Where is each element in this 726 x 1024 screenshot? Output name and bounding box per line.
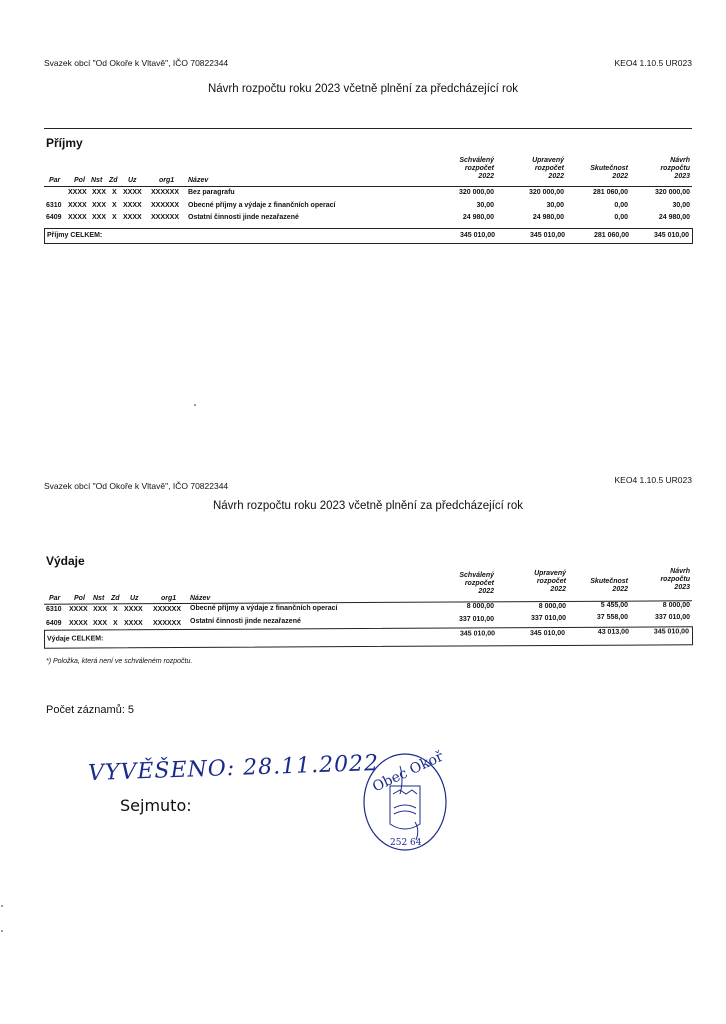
cell-navrh: 24 980,00 [658, 214, 690, 221]
cell-nst: XXX [93, 606, 108, 613]
col-upraveny-l1: Upravený [532, 157, 564, 164]
cell-nst: XXX [92, 202, 107, 209]
col-nazev: Název [188, 177, 209, 184]
cell-nazev: Obecné příjmy a výdaje z finančních operací [188, 202, 336, 209]
col-schvaleny-l3: 2022 [478, 588, 494, 595]
cell-uz: XXXX [123, 214, 142, 221]
col-nazev: Název [190, 595, 211, 602]
cell-org: XXXXXX [153, 606, 182, 613]
col-navrh [636, 568, 690, 592]
col-skutecnost-l1: Skutečnost [590, 165, 628, 172]
cell-upraveny: 320 000,00 [528, 189, 564, 196]
section-rule-1 [44, 128, 692, 129]
col-schvaleny-l2: rozpočet [464, 165, 494, 172]
col-skutecnost-l1: Skutečnost [590, 578, 628, 585]
cell-schvaleny: 337 010,00 [458, 616, 494, 623]
scan-speck [1, 930, 3, 932]
col-navrh-l1: Návrh [670, 157, 690, 164]
org-header-2: Svazek obcí "Od Okoře k Vltavě", IČO 70822344 [44, 481, 229, 491]
total-skutecnost: 43 013,00 [597, 628, 629, 636]
total-upraveny: 345 010,00 [529, 232, 565, 239]
stamp-number: 252 64 [390, 838, 422, 848]
cell-skutecnost: 0,00 [614, 214, 628, 221]
cell-navrh: 320 000,00 [654, 189, 690, 196]
cell-pol: XXXX [69, 606, 88, 613]
cell-par: 6310 [46, 202, 62, 209]
doc-title-1: Návrh rozpočtu roku 2023 včetně plnění za předcházející rok [207, 83, 519, 95]
cell-upraveny: 30,00 [546, 202, 564, 209]
cell-schvaleny: 8 000,00 [466, 603, 494, 610]
cell-zd: X [112, 202, 117, 209]
total-skutecnost: 281 060,00 [593, 232, 629, 239]
col-upraveny-l2: rozpočet [536, 578, 566, 585]
cell-uz: XXXX [124, 620, 143, 627]
cell-par: 6409 [46, 620, 62, 627]
col-upraveny-l1: Upravený [534, 570, 566, 577]
col-skutecnost-l2: 2022 [612, 173, 628, 180]
cell-skutecnost: 37 558,00 [596, 614, 628, 621]
total-row-vydaje [44, 626, 693, 648]
col-upraveny-l2: rozpočet [534, 165, 564, 172]
col-par: Par [49, 177, 61, 184]
cell-navrh: 337 010,00 [654, 614, 690, 621]
col-uz: Uz [128, 177, 137, 184]
cell-org: XXXXXX [151, 202, 180, 209]
col-navrh-l3: 2023 [674, 173, 690, 180]
cell-uz: XXXX [123, 202, 142, 209]
cell-upraveny: 24 980,00 [532, 214, 564, 221]
total-schvaleny: 345 010,00 [459, 232, 495, 239]
record-count: Počet záznamů: 5 [46, 704, 135, 716]
col-zd: Zd [111, 595, 120, 602]
col-upraveny-l3: 2022 [548, 173, 564, 180]
section-title-vydaje: Výdaje [46, 554, 85, 568]
total-label: Výdaje CELKEM: [46, 635, 104, 643]
doc-title-2: Návrh rozpočtu roku 2023 včetně plnění za předcházející rok [212, 500, 524, 512]
total-schvaleny: 345 010,00 [459, 630, 496, 638]
scan-speck [1, 905, 3, 907]
cell-par: 6310 [46, 606, 62, 613]
cell-zd: X [113, 620, 118, 627]
col-navrh [636, 157, 690, 181]
cell-par: 6409 [46, 214, 62, 221]
col-navrh-l3: 2023 [674, 584, 690, 591]
col-upraveny [510, 570, 566, 594]
col-schvaleny [440, 572, 494, 596]
cell-nazev: Ostatní činnosti jinde nezařazené [190, 618, 301, 625]
cell-zd: X [113, 606, 118, 613]
col-pol: Pol [74, 595, 85, 602]
cell-nst: XXX [92, 189, 107, 196]
col-pol: Pol [74, 177, 85, 184]
header-rule-1 [44, 186, 692, 187]
total-navrh: 345 010,00 [653, 628, 689, 636]
handwritten-posted-date: VYVĚŠENO: 28.11.2022 [87, 750, 380, 787]
col-skutecnost [572, 578, 628, 594]
total-label: Příjmy CELKEM: [47, 232, 103, 239]
cell-uz: XXXX [124, 606, 143, 613]
scan-speck [194, 404, 196, 406]
total-upraveny: 345 010,00 [529, 629, 565, 638]
col-schvaleny-l1: Schválený [459, 157, 494, 164]
cell-nst: XXX [92, 214, 107, 221]
total-row-prijmy [44, 228, 693, 244]
col-org: org1 [161, 595, 177, 602]
total-navrh: 345 010,00 [653, 232, 689, 239]
cell-pol: XXXX [69, 620, 88, 627]
cell-skutecnost: 5 455,00 [600, 602, 628, 609]
col-schvaleny-l3: 2022 [478, 173, 494, 180]
municipal-stamp [360, 750, 450, 855]
col-org: org1 [159, 177, 175, 184]
col-upraveny [510, 157, 564, 181]
col-upraveny-l3: 2022 [550, 586, 566, 593]
cell-upraveny: 337 010,00 [530, 615, 566, 622]
cell-upraveny: 8 000,00 [538, 603, 566, 610]
cell-org: XXXXXX [153, 620, 182, 627]
cell-skutecnost: 281 060,00 [592, 189, 628, 196]
org-header-1: Svazek obcí "Od Okoře k Vltavě", IČO 70822344 [44, 58, 229, 68]
footnote: *) Položka, která není ve schváleném rozpočtu. [46, 658, 193, 665]
col-nst: Nst [91, 177, 103, 184]
col-schvaleny [440, 157, 494, 181]
col-navrh-l2: rozpočtu [660, 576, 690, 583]
cell-uz: XXXX [123, 189, 142, 196]
col-par: Par [49, 595, 61, 602]
col-nst: Nst [93, 595, 105, 602]
cell-pol: XXXX [68, 189, 87, 196]
cell-schvaleny: 30,00 [476, 202, 494, 209]
col-uz: Uz [130, 595, 139, 602]
col-skutecnost-l2: 2022 [612, 586, 628, 593]
cell-schvaleny: 320 000,00 [458, 189, 494, 196]
cell-navrh: 30,00 [672, 202, 690, 209]
cell-zd: X [112, 214, 117, 221]
col-schvaleny-l2: rozpočet [464, 580, 494, 587]
cell-schvaleny: 24 980,00 [462, 214, 494, 221]
cell-org: XXXXXX [151, 189, 180, 196]
cell-nazev: Obecné příjmy a výdaje z finančních operací [190, 605, 338, 612]
col-skutecnost [572, 165, 628, 181]
cell-pol: XXXX [68, 202, 87, 209]
col-navrh-l2: rozpočtu [660, 165, 690, 172]
cell-nst: XXX [93, 620, 108, 627]
cell-nazev: Bez paragrafu [188, 189, 235, 196]
cell-pol: XXXX [68, 214, 87, 221]
removed-label: Sejmuto: [120, 796, 192, 815]
report-code-1: KEO4 1.10.5 UR023 [614, 58, 692, 68]
cell-org: XXXXXX [151, 214, 180, 221]
cell-zd: X [112, 189, 117, 196]
cell-nazev: Ostatní činnosti jinde nezařazené [188, 214, 299, 221]
cell-skutecnost: 0,00 [614, 202, 628, 209]
section-title-prijmy: Příjmy [46, 136, 83, 150]
stamp-text: Obec Okoř [370, 748, 446, 796]
col-zd: Zd [109, 177, 118, 184]
report-code-2: KEO4 1.10.5 UR023 [614, 475, 692, 485]
col-schvaleny-l1: Schválený [459, 572, 494, 579]
col-navrh-l1: Návrh [670, 568, 690, 575]
cell-navrh: 8 000,00 [662, 602, 690, 609]
